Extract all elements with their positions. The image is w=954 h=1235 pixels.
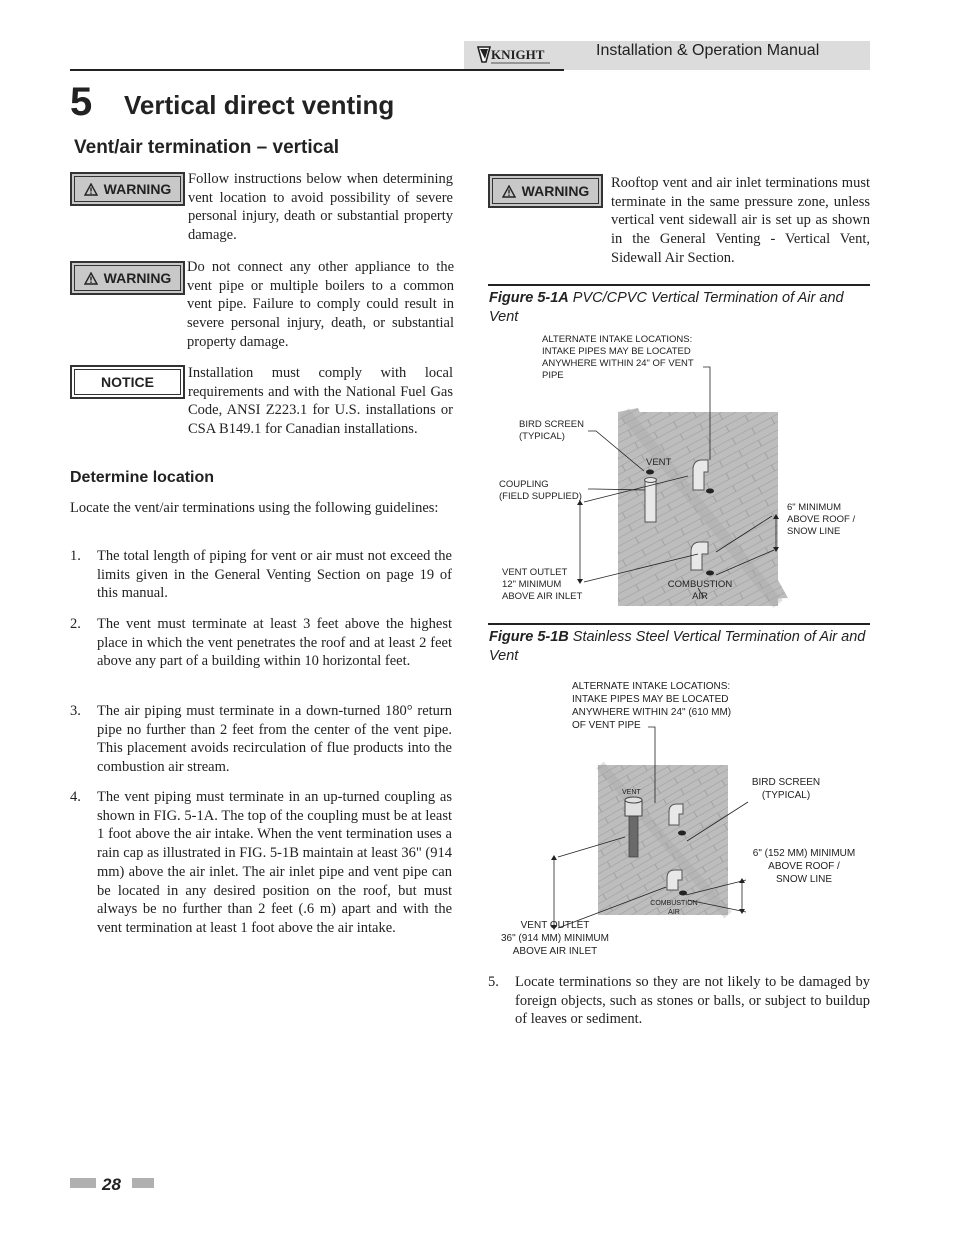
list-number: 3.	[70, 703, 81, 719]
list-item: The total length of piping for vent or air must not exceed the limits given in the General Venting Section on page 19 of this manual.	[97, 548, 452, 602]
figure-caption-text: PVC/CPVC Vertical Termination of Air and Vent	[489, 290, 844, 325]
label-bird-screen-1b: BIRD SCREEN (TYPICAL)	[751, 777, 821, 801]
figure-id: Figure 5-1B	[489, 629, 569, 645]
list-number: 4.	[70, 789, 81, 805]
warning-text-3: Rooftop vent and air inlet terminations must terminate in the same pressure zone, unless vertical vent sidewall air is set up as shown in the General Venting - Vertical Vent, Sidewall Air Section.	[611, 175, 870, 266]
section-title: Vent/air termination – vertical	[74, 137, 340, 158]
label-alt-intake-1b: ALTERNATE INTAKE LOCATIONS: INTAKE PIPES MAY BE LOCATED ANYWHERE WITHIN 24" (610 MM) OF VENT PIPE	[572, 681, 732, 731]
knight-logo	[476, 44, 554, 66]
warning-triangle-icon	[502, 185, 516, 198]
label-vent-outlet-1a: VENT OUTLET 12" MINIMUM ABOVE AIR INLET	[502, 567, 583, 602]
header-rule	[70, 69, 564, 71]
intro-text: Locate the vent/air terminations using the following guidelines:	[70, 500, 439, 516]
page-number-bar-left	[70, 1178, 96, 1188]
subsection-title: Determine location	[70, 469, 215, 486]
label-coupling-1a: COUPLING (FIELD SUPPLIED)	[499, 479, 582, 502]
label-min-roof-1b: 6" (152 MM) MINIMUM ABOVE ROOF / SNOW LINE	[752, 848, 856, 885]
figure-id: Figure 5-1A	[489, 290, 569, 306]
page-number-bar-right	[132, 1178, 154, 1188]
figure-caption-1a	[489, 289, 870, 327]
figure-caption-text: Stainless Steel Vertical Termination of Air and Vent	[489, 629, 866, 664]
warning-triangle-icon	[84, 272, 98, 285]
list-item: The vent must terminate at least 3 feet above the highest place in which the vent penetrates the roof and at least 2 feet above any part of a building within 10 horizontal feet.	[97, 616, 452, 670]
vent-pipe	[629, 815, 638, 857]
list-number: 1.	[70, 548, 81, 564]
notice-text: Installation must comply with local requirements and with the National Fuel Gas Code, ANSI Z223.1 for U.S. installations or CSA B149.1 for Canadian installations.	[188, 365, 453, 438]
brand-wordmark: KNIGHT	[491, 47, 545, 62]
chapter-title: Vertical direct venting	[124, 90, 395, 120]
notice-label	[70, 365, 185, 399]
warning-text-2: Do not connect any other appliance to the vent pipe or multiple boilers to a common vent pipe. Failure to comply could result in severe personal injury, death, or substantial property damage.	[187, 259, 454, 350]
warning-label-text: WARNING	[103, 270, 172, 286]
chapter-number: 5	[70, 80, 93, 124]
warning-text-1: Follow instructions below when determining vent location to avoid possibility of severe personal injury, death or substantial property damage.	[188, 171, 453, 244]
label-combustion-1b: COMBUSTION AIR	[650, 900, 698, 916]
warning-label-text: WARNING	[521, 183, 590, 199]
label-min-roof-1a: 6" MINIMUM ABOVE ROOF / SNOW LINE	[787, 502, 856, 537]
manual-title: Installation & Operation Manual	[596, 42, 820, 59]
list-number: 2.	[70, 616, 81, 632]
label-alt-intake-1a: ALTERNATE INTAKE LOCATIONS: INTAKE PIPES MAY BE LOCATED ANYWHERE WITHIN 24" OF VENT PIPE	[542, 334, 694, 381]
figure-rule	[488, 623, 870, 625]
figure-rule	[488, 284, 870, 286]
warning-label-3	[488, 174, 603, 208]
list-item: The air piping must terminate in a down-turned 180° return pipe no further than 2 feet from the center of the vent pipe. This placement avoids recirculation of flue products into the combustion air stream.	[97, 703, 452, 776]
notice-label-text: NOTICE	[101, 374, 154, 390]
page-number: 28	[102, 1175, 121, 1194]
figure-caption-1b	[489, 628, 870, 666]
list-item: Locate terminations so they are not likely to be damaged by foreign objects, such as stones or balls, or subject to buildup of leaves or sediment.	[515, 974, 870, 1028]
label-bird-screen-1a: BIRD SCREEN (TYPICAL)	[519, 419, 584, 442]
list-item: The vent piping must terminate in an up-turned coupling as shown in FIG. 5-1A. The top of the coupling must be at least 1 foot above the air intake. When the vent termination uses a rain cap as illustrated in FIG. 5-1B maintain at least 36" (914 mm) above the air inlet. The air inlet pipe and vent pipe can be located in any desired position on the roof, but must always be no further than 2 feet (.6 m) apart and with the vent termination at least 1 foot above the air intake.	[97, 789, 452, 936]
label-combustion-1a: COMBUSTION AIR	[667, 579, 733, 602]
warning-triangle-icon	[84, 183, 98, 196]
label-vent-1b: VENT	[622, 789, 641, 796]
warning-label-text: WARNING	[103, 181, 172, 197]
warning-label-2	[70, 261, 185, 295]
label-vent-outlet-1b: VENT OUTLET 36" (914 MM) MINIMUM ABOVE AIR INLET	[500, 920, 609, 957]
label-vent-1a: VENT	[646, 457, 672, 468]
warning-label-1	[70, 172, 185, 206]
list-number: 5.	[488, 974, 499, 990]
